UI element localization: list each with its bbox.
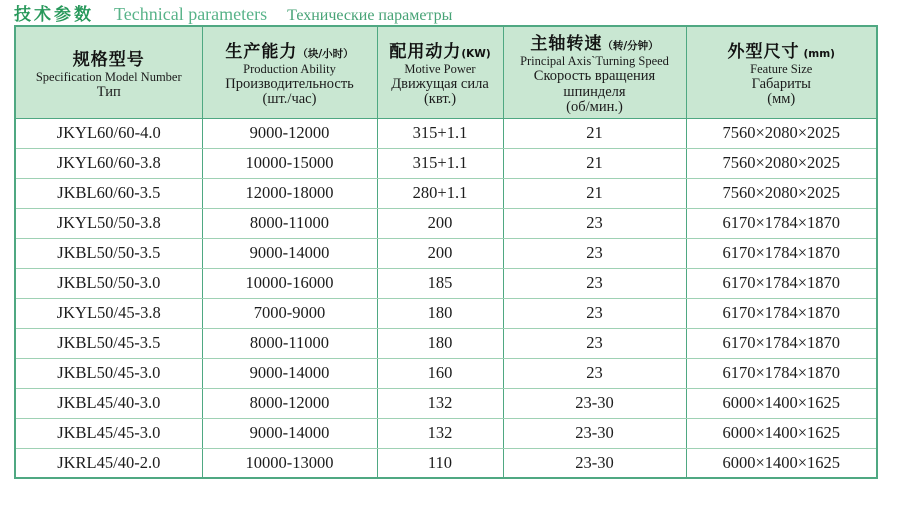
cell-spindle-speed: 23-30 <box>503 388 686 418</box>
cell-production-ability: 7000-9000 <box>202 298 377 328</box>
table-row <box>15 178 877 208</box>
cell-model: JKBL50/45-3.5 <box>15 328 202 358</box>
cell-spindle-speed: 23 <box>503 208 686 238</box>
col-header-size-en: Feature Size <box>750 61 813 76</box>
page-title-en: Technical parameters <box>114 4 268 24</box>
cell-production-ability: 12000-18000 <box>202 178 377 208</box>
cell-motive-power: 160 <box>377 358 503 388</box>
cell-motive-power: 180 <box>377 298 503 328</box>
page-title <box>14 0 452 24</box>
cell-production-ability: 9000-12000 <box>202 118 377 148</box>
table-row <box>15 208 877 238</box>
cell-spindle-speed: 21 <box>503 118 686 148</box>
cell-model: JKBL50/50-3.5 <box>15 238 202 268</box>
col-header-power-ru2: (квт.) <box>423 91 457 108</box>
cell-dimensions: 6000×1400×1625 <box>686 448 877 478</box>
col-header-size-zh: 外型尺寸 <box>727 41 800 62</box>
cell-dimensions: 6170×1784×1870 <box>686 268 877 298</box>
col-header-speed-unit: （转/分钟） <box>602 40 659 52</box>
col-header-power-unit: (KW) <box>461 47 491 60</box>
cell-dimensions: 6000×1400×1625 <box>686 418 877 448</box>
table-row <box>15 298 877 328</box>
cell-motive-power: 280+1.1 <box>377 178 503 208</box>
col-header-power-en: Motive Power <box>404 61 476 76</box>
page-title-zh: 技术参数 <box>14 5 94 25</box>
col-header-size-unit: (mm) <box>803 47 835 60</box>
col-header-speed-zh: 主轴转速 <box>530 34 603 54</box>
table-row <box>15 388 877 418</box>
col-header-model-zh: 规格型号 <box>72 49 145 70</box>
cell-spindle-speed: 23 <box>503 358 686 388</box>
table-row <box>15 328 877 358</box>
cell-production-ability: 9000-14000 <box>202 358 377 388</box>
cell-model: JKBL50/50-3.0 <box>15 268 202 298</box>
table-row <box>15 148 877 178</box>
col-header-speed-en: Principal Axis`Turning Speed <box>520 54 669 68</box>
cell-motive-power: 132 <box>377 418 503 448</box>
cell-model: JKBL45/45-3.0 <box>15 418 202 448</box>
table-row <box>15 118 877 148</box>
col-header-production-en: Production Ability <box>243 61 336 76</box>
cell-motive-power: 132 <box>377 388 503 418</box>
cell-motive-power: 315+1.1 <box>377 118 503 148</box>
table-row <box>15 418 877 448</box>
page-title-ru: Технические параметры <box>287 7 453 24</box>
cell-model: JKYL50/50-3.8 <box>15 208 202 238</box>
cell-dimensions: 6000×1400×1625 <box>686 388 877 418</box>
col-header-size-ru2: (мм) <box>767 91 796 108</box>
col-header-power-ru: Движущая сила <box>391 75 489 92</box>
cell-dimensions: 6170×1784×1870 <box>686 358 877 388</box>
cell-dimensions: 7560×2080×2025 <box>686 148 877 178</box>
cell-dimensions: 7560×2080×2025 <box>686 178 877 208</box>
col-header-production-zh: 生产能力 <box>225 41 298 62</box>
cell-production-ability: 8000-11000 <box>202 208 377 238</box>
col-header-size <box>686 26 877 118</box>
col-header-model <box>15 26 202 118</box>
cell-production-ability: 9000-14000 <box>202 238 377 268</box>
table-row <box>15 268 877 298</box>
col-header-model-ru: Тип <box>96 83 121 100</box>
table-body <box>15 118 877 478</box>
cell-spindle-speed: 23-30 <box>503 448 686 478</box>
cell-dimensions: 6170×1784×1870 <box>686 298 877 328</box>
cell-motive-power: 185 <box>377 268 503 298</box>
col-header-production <box>202 26 377 118</box>
col-header-size-ru: Габариты <box>751 75 811 92</box>
col-header-speed <box>503 26 686 118</box>
col-header-speed-ru2: (об/мин.) <box>566 99 623 116</box>
cell-motive-power: 200 <box>377 208 503 238</box>
table-row <box>15 448 877 478</box>
technical-parameters-table <box>14 25 878 479</box>
table-row <box>15 238 877 268</box>
cell-model: JKYL60/60-4.0 <box>15 118 202 148</box>
cell-model: JKBL60/60-3.5 <box>15 178 202 208</box>
cell-spindle-speed: 21 <box>503 148 686 178</box>
col-header-model-en: Specification Model Number <box>35 69 182 84</box>
cell-spindle-speed: 23 <box>503 328 686 358</box>
cell-spindle-speed: 23 <box>503 298 686 328</box>
header-row <box>15 26 877 118</box>
cell-production-ability: 10000-13000 <box>202 448 377 478</box>
cell-motive-power: 200 <box>377 238 503 268</box>
cell-dimensions: 6170×1784×1870 <box>686 208 877 238</box>
cell-production-ability: 10000-15000 <box>202 148 377 178</box>
cell-production-ability: 8000-12000 <box>202 388 377 418</box>
cell-dimensions: 6170×1784×1870 <box>686 238 877 268</box>
cell-model: JKYL60/60-3.8 <box>15 148 202 178</box>
cell-spindle-speed: 21 <box>503 178 686 208</box>
cell-dimensions: 6170×1784×1870 <box>686 328 877 358</box>
table-row <box>15 358 877 388</box>
cell-spindle-speed: 23 <box>503 238 686 268</box>
cell-spindle-speed: 23-30 <box>503 418 686 448</box>
cell-model: JKYL50/45-3.8 <box>15 298 202 328</box>
col-header-production-ru2: (шт./час) <box>262 91 317 108</box>
cell-dimensions: 7560×2080×2025 <box>686 118 877 148</box>
col-header-production-unit: （块/小时） <box>297 47 354 60</box>
cell-model: JKRL45/40-2.0 <box>15 448 202 478</box>
col-header-power <box>377 26 503 118</box>
cell-production-ability: 10000-16000 <box>202 268 377 298</box>
col-header-power-zh: 配用动力 <box>389 41 462 62</box>
cell-model: JKBL50/45-3.0 <box>15 358 202 388</box>
cell-motive-power: 315+1.1 <box>377 148 503 178</box>
col-header-production-ru: Производительность <box>225 75 354 92</box>
cell-production-ability: 9000-14000 <box>202 418 377 448</box>
cell-motive-power: 110 <box>377 448 503 478</box>
cell-motive-power: 180 <box>377 328 503 358</box>
col-header-speed-ru: Скорость вращения шпинделя <box>533 68 656 100</box>
cell-production-ability: 8000-11000 <box>202 328 377 358</box>
cell-spindle-speed: 23 <box>503 268 686 298</box>
cell-model: JKBL45/40-3.0 <box>15 388 202 418</box>
